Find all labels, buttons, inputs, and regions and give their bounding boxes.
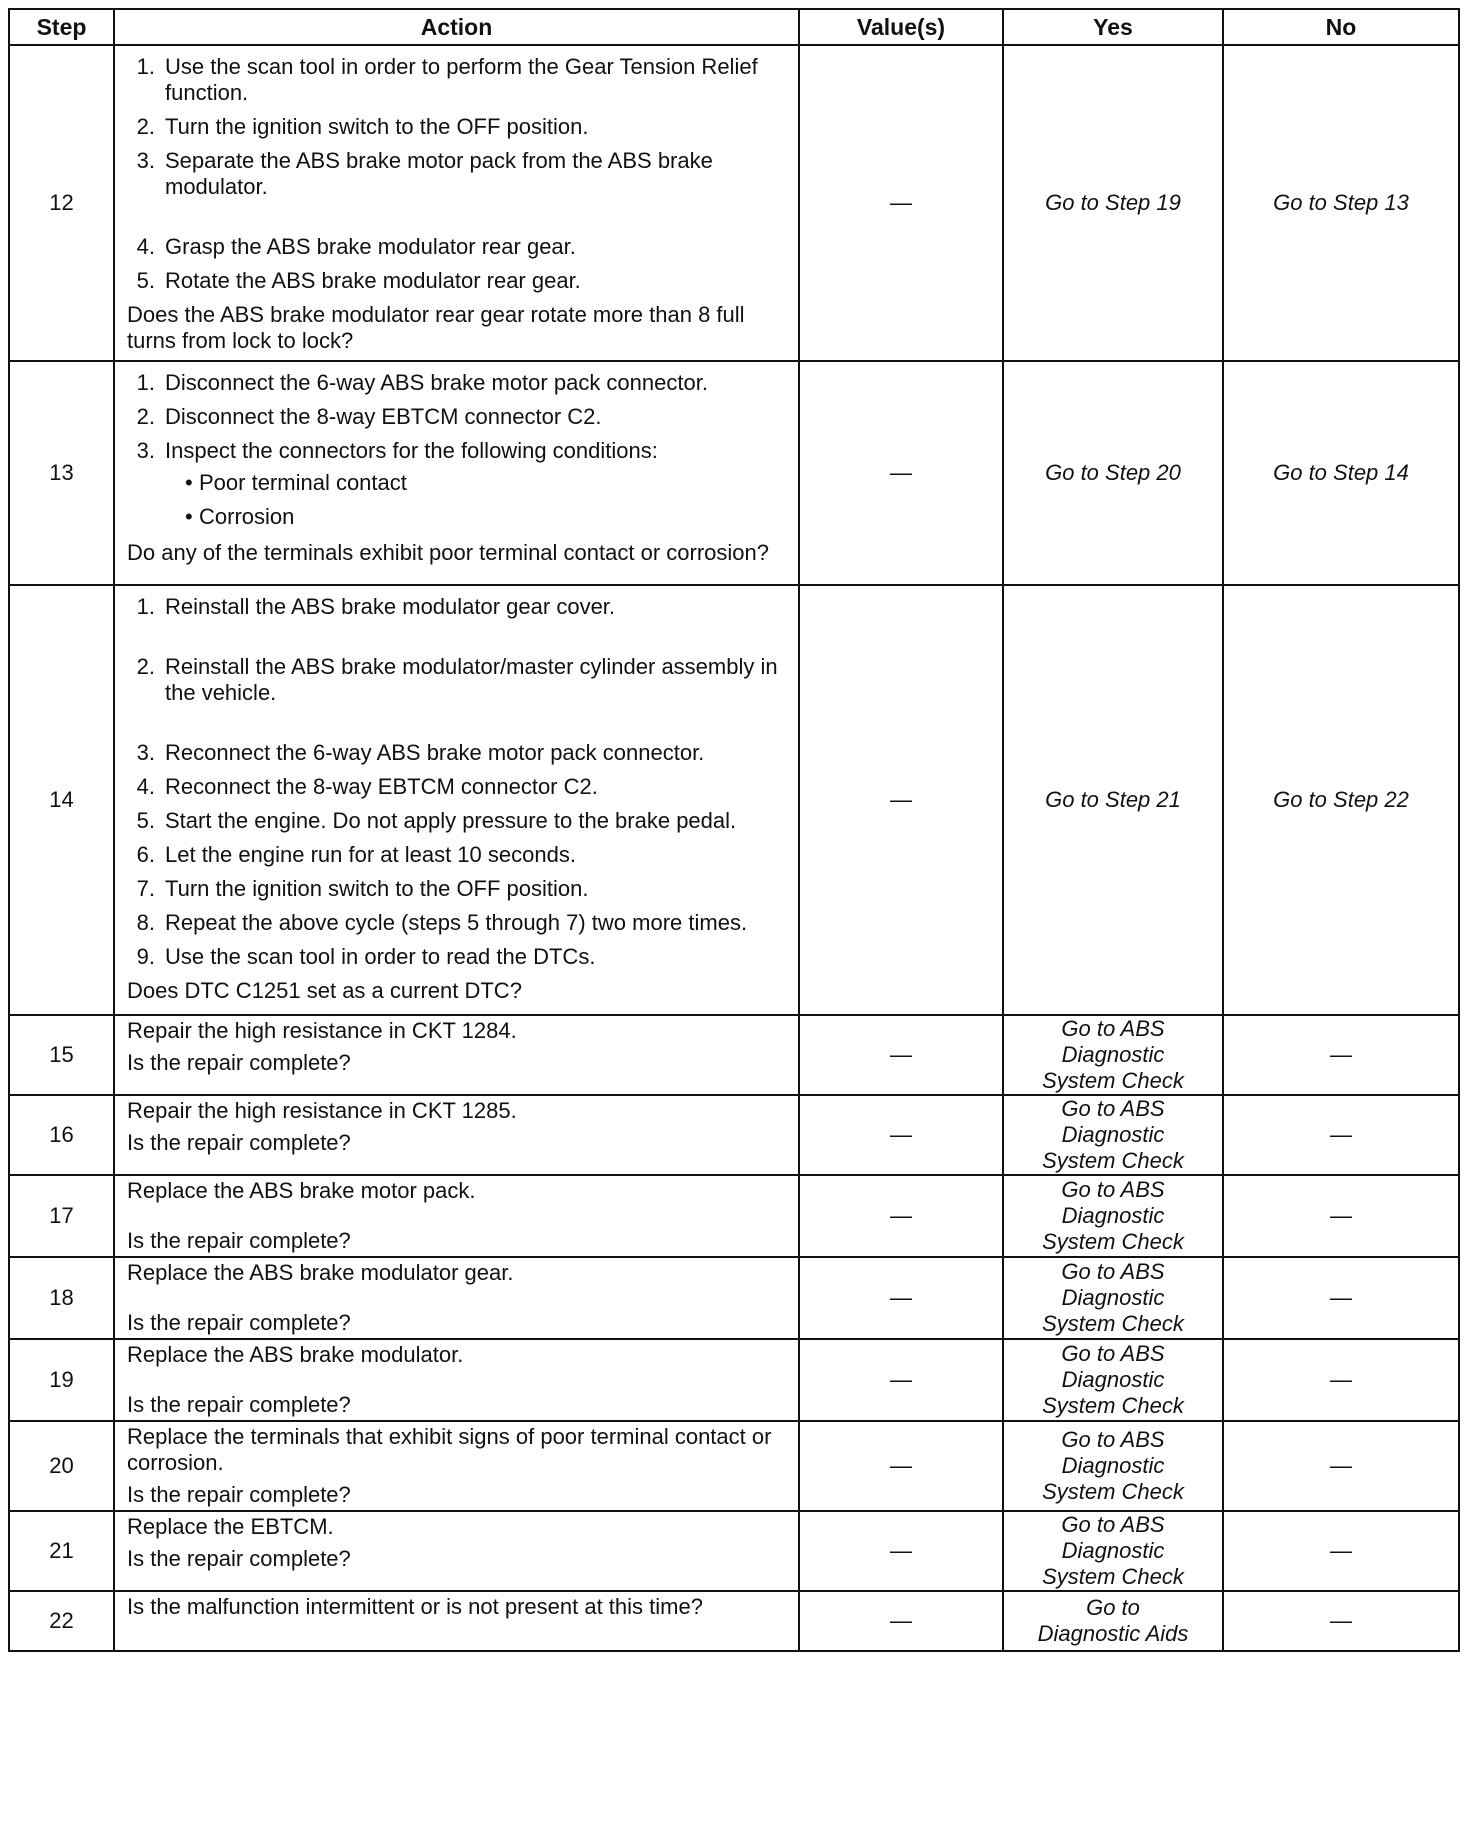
list-item: 6. Let the engine run for at least 10 seconds.: [136, 842, 576, 867]
list-item: 2. Turn the ignition switch to the OFF position.: [136, 114, 589, 139]
step-number: 21: [9, 1511, 114, 1591]
list-item: 4. Reconnect the 8-way EBTCM connector C2.: [136, 774, 598, 799]
table-row-step-21: [9, 1511, 1459, 1591]
step-number: 20: [9, 1421, 114, 1511]
question-text: Does the ABS brake modulator rear gear rotate more than 8 full turns from lock to lock?: [127, 302, 745, 353]
step-number: 18: [9, 1257, 114, 1339]
question-text: Is the repair complete?: [127, 1130, 351, 1155]
no-cell: —: [1223, 1095, 1459, 1175]
action-cell: [114, 1015, 799, 1095]
yes-cell: Go to ABS Diagnostic System Check: [1003, 1421, 1223, 1511]
condition-list: [165, 470, 788, 530]
no-cell: Go to Step 22: [1223, 585, 1459, 1015]
question-text: Is the repair complete?: [127, 1310, 351, 1335]
no-cell: —: [1223, 1257, 1459, 1339]
yes-cell: Go to ABS Diagnostic System Check: [1003, 1339, 1223, 1421]
yes-cell: Go to ABS Diagnostic System Check: [1003, 1175, 1223, 1257]
no-cell: —: [1223, 1421, 1459, 1511]
list-item: 1. Use the scan tool in order to perform the Gear Tension Relief function.: [136, 54, 758, 105]
table-row-step-20: [9, 1421, 1459, 1511]
list-item: 7. Turn the ignition switch to the OFF position.: [136, 876, 589, 901]
question-text: Is the repair complete?: [127, 1392, 351, 1417]
value-cell: —: [799, 1175, 1003, 1257]
diagnostic-table: [8, 8, 1460, 1652]
list-item: 3. Separate the ABS brake motor pack from the ABS brake modulator.: [136, 148, 713, 199]
list-item: 2. Reinstall the ABS brake modulator/master cylinder assembly in the vehicle.: [136, 654, 778, 705]
list-item: 5. Start the engine. Do not apply pressure to the brake pedal.: [136, 808, 737, 833]
list-item: 3. Inspect the connectors for the following conditions: • Poor terminal contact • Corrosion: [127, 438, 788, 538]
yes-cell: Go to ABS Diagnostic System Check: [1003, 1015, 1223, 1095]
yes-cell: Go to ABS Diagnostic System Check: [1003, 1095, 1223, 1175]
step-number: 12: [9, 45, 114, 361]
list-item: 4. Grasp the ABS brake modulator rear gear.: [136, 234, 576, 259]
no-cell: Go to Step 14: [1223, 361, 1459, 585]
action-text: Repair the high resistance in CKT 1285.: [127, 1098, 517, 1123]
step-number: 17: [9, 1175, 114, 1257]
yes-cell: Go to Step 20: [1003, 361, 1223, 585]
step-number: 14: [9, 585, 114, 1015]
table-row-step-13: [9, 361, 1459, 585]
value-cell: —: [799, 585, 1003, 1015]
yes-cell: Go to ABS Diagnostic System Check: [1003, 1257, 1223, 1339]
action-cell: [114, 1257, 799, 1339]
value-cell: —: [799, 1339, 1003, 1421]
step-number: 16: [9, 1095, 114, 1175]
action-text: Replace the ABS brake motor pack.: [127, 1178, 476, 1203]
yes-cell: Go to Step 19: [1003, 45, 1223, 361]
table-row-step-17: [9, 1175, 1459, 1257]
value-cell: —: [799, 361, 1003, 585]
list-item: 1. Reinstall the ABS brake modulator gear cover.: [136, 594, 616, 619]
table-row-step-14: [9, 585, 1459, 1015]
no-cell: —: [1223, 1339, 1459, 1421]
action-steps: [127, 54, 788, 294]
list-item: 8. Repeat the above cycle (steps 5 through 7) two more times.: [136, 910, 748, 935]
header-values: Value(s): [799, 9, 1003, 45]
value-cell: —: [799, 1015, 1003, 1095]
header-step: Step: [9, 9, 114, 45]
step-number: 15: [9, 1015, 114, 1095]
question-text: Is the repair complete?: [127, 1050, 351, 1075]
value-cell: —: [799, 1511, 1003, 1591]
value-cell: —: [799, 1257, 1003, 1339]
action-cell: [114, 1421, 799, 1511]
yes-cell: Go to Diagnostic Aids: [1003, 1591, 1223, 1651]
action-text: Replace the ABS brake modulator gear.: [127, 1260, 514, 1285]
list-item: • Poor terminal contact: [165, 470, 788, 496]
table-row-step-22: [9, 1591, 1459, 1651]
table-row-step-18: [9, 1257, 1459, 1339]
header-no: No: [1223, 9, 1459, 45]
value-cell: —: [799, 1591, 1003, 1651]
action-cell: [114, 1591, 799, 1651]
header-yes: Yes: [1003, 9, 1223, 45]
list-item: • Corrosion: [165, 504, 788, 530]
table-row-step-15: [9, 1015, 1459, 1095]
yes-cell: Go to ABS Diagnostic System Check: [1003, 1511, 1223, 1591]
action-text: Repair the high resistance in CKT 1284.: [127, 1018, 517, 1043]
step-number: 19: [9, 1339, 114, 1421]
action-text: Replace the ABS brake modulator.: [127, 1342, 464, 1367]
question-text: Is the malfunction intermittent or is not present at this time?: [127, 1594, 703, 1619]
header-row: [9, 9, 1459, 45]
action-steps: [127, 370, 788, 538]
action-cell: [114, 1095, 799, 1175]
table-row-step-16: [9, 1095, 1459, 1175]
action-steps: [127, 594, 788, 970]
list-item: 3. Reconnect the 6-way ABS brake motor pack connector.: [136, 740, 705, 765]
action-cell: [114, 361, 799, 585]
question-text: Do any of the terminals exhibit poor terminal contact or corrosion?: [127, 540, 769, 565]
value-cell: —: [799, 45, 1003, 361]
list-item: 1. Disconnect the 6-way ABS brake motor pack connector.: [136, 370, 708, 395]
no-cell: —: [1223, 1175, 1459, 1257]
no-cell: —: [1223, 1511, 1459, 1591]
table-row-step-19: [9, 1339, 1459, 1421]
action-cell: [114, 1511, 799, 1591]
no-cell: —: [1223, 1591, 1459, 1651]
action-cell: [114, 1175, 799, 1257]
value-cell: —: [799, 1095, 1003, 1175]
question-text: Does DTC C1251 set as a current DTC?: [127, 978, 522, 1003]
table-row-step-12: [9, 45, 1459, 361]
no-cell: —: [1223, 1015, 1459, 1095]
action-text: Replace the EBTCM.: [127, 1514, 334, 1539]
question-text: Is the repair complete?: [127, 1228, 351, 1253]
question-text: Is the repair complete?: [127, 1482, 351, 1507]
action-cell: [114, 1339, 799, 1421]
action-text: Replace the terminals that exhibit signs of poor terminal contact or corrosion.: [127, 1424, 772, 1475]
action-cell: [114, 585, 799, 1015]
yes-cell: Go to Step 21: [1003, 585, 1223, 1015]
value-cell: —: [799, 1421, 1003, 1511]
action-cell: [114, 45, 799, 361]
list-item: 2. Disconnect the 8-way EBTCM connector C2.: [136, 404, 602, 429]
list-item: 5. Rotate the ABS brake modulator rear gear.: [136, 268, 581, 293]
step-number: 13: [9, 361, 114, 585]
question-text: Is the repair complete?: [127, 1546, 351, 1571]
step-number: 22: [9, 1591, 114, 1651]
list-item: 9. Use the scan tool in order to read the DTCs.: [136, 944, 596, 969]
no-cell: Go to Step 13: [1223, 45, 1459, 361]
header-action: Action: [114, 9, 799, 45]
